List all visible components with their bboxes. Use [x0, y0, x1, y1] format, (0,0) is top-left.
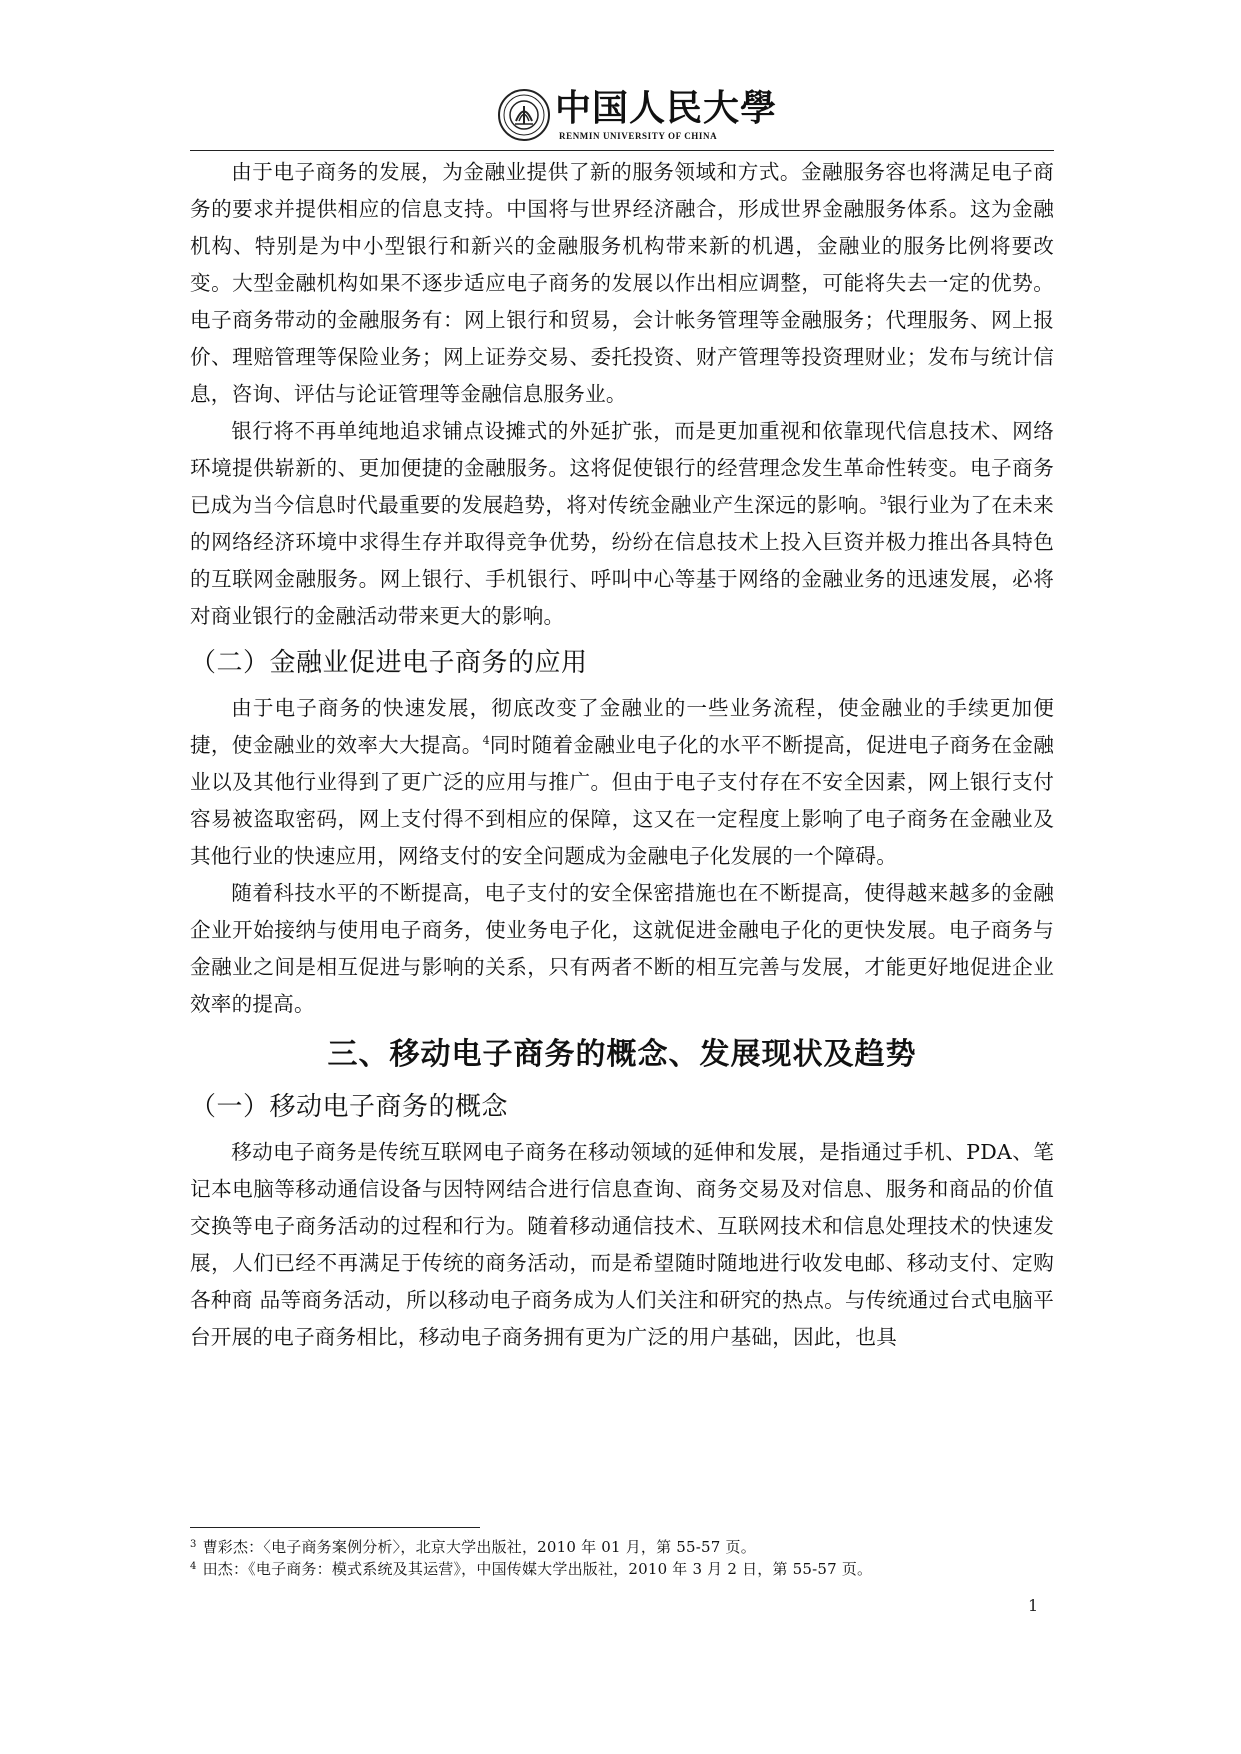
- university-seal-icon: [497, 88, 551, 142]
- footnote-4-number: 4: [190, 1561, 197, 1572]
- footnote-divider: [190, 1527, 480, 1528]
- footnote-3-number: 3: [190, 1539, 197, 1550]
- footnote-4: [190, 1558, 1054, 1580]
- page-number: 1: [1028, 1596, 1039, 1615]
- paragraph-2-part-a: 银行将不再单纯地追求铺点设摊式的外延扩张，而是更加重视和依靠现代信息技术、网络环境提供崭新的、更加便捷的金融服务。这将促使银行的经营理念发生革命性转变。电子商务已成为当今信息时代最重要的发展趋势，将对传统金融业产生深远的影响。: [190, 419, 1054, 517]
- paragraph-3-part-a: 由于电子商务的快速发展，彻底改变了金融业的一些业务流程，使金融业的手续更加便捷，使金融业的效率大大提高。: [190, 696, 1054, 757]
- chapter-heading-mobile-ecommerce: 三、移动电子商务的概念、发展现状及趋势: [327, 1037, 917, 1072]
- header-divider: [190, 150, 1054, 151]
- paragraph-3: [190, 690, 1054, 875]
- paragraph-4: 随着科技水平的不断提高，电子支付的安全保密措施也在不断提高，使得越来越多的金融企业开始接纳与使用电子商务，使业务电子化，这就促进金融电子化的更快发展。电子商务与金融业之间是相互促进与影响的关系，只有两者不断的相互完善与发展，才能更好地促进企业效率的提高。: [190, 881, 1054, 1016]
- paragraph-2: [190, 413, 1054, 635]
- footnote-ref-3: 3: [879, 494, 887, 507]
- main-content: [190, 154, 1054, 1356]
- footnotes: [190, 1536, 1054, 1580]
- footnote-3: [190, 1536, 1054, 1558]
- footnote-4-text: 田杰：《电子商务：模式系统及其运营》，中国传媒大学出版社，2010 年 3 月 2 日，第 55-57 页。: [202, 1560, 873, 1578]
- university-logo: [497, 87, 778, 144]
- page-header: [190, 82, 1054, 152]
- university-name-cn: 中国人民大學: [555, 87, 778, 129]
- paragraph-5: 移动电子商务是传统互联网电子商务在移动领域的延伸和发展，是指通过手机、PDA、笔记本电脑等移动通信设备与因特网结合进行信息查询、商务交易及对信息、服务和商品的价值交换等电子商务活动的过程和行为。随着移动通信技术、互联网技术和信息处理技术的快速发展，人们已经不再满足于传统的商务活动，而是希望随时随地进行收发电邮、移动支付、定购各种商 品等商务活动，所以移动电子商务成为人们关注和研究的热点。与传统通过台式电脑平台开展的电子商务相比，移动电子商务拥有更为广泛的用户基础，因此，也具: [190, 1140, 1054, 1349]
- section-heading-mobile-ecommerce-concept: （一）移动电子商务的概念: [190, 1092, 509, 1122]
- paragraph-3-part-b: 同时随着金融业电子化的水平不断提高，促进电子商务在金融业以及其他行业得到了更广泛的应用与推广。但由于电子支付存在不安全因素，网上银行支付容易被盗取密码，网上支付得不到相应的保障，这又在一定程度上影响了电子商务在金融业及其他行业的快速应用，网络支付的安全问题成为金融电子化发展的一个障碍。: [190, 733, 1054, 868]
- university-name-en: RENMIN UNIVERSITY OF CHINA: [559, 131, 718, 141]
- paragraph-1: 由于电子商务的发展，为金融业提供了新的服务领域和方式。金融服务容也将满足电子商务的要求并提供相应的信息支持。中国将与世界经济融合，形成世界金融服务体系。这为金融机构、特别是为中小型银行和新兴的金融服务机构带来新的机遇，金融业的服务比例将要改变。大型金融机构如果不逐步适应电子商务的发展以作出相应调整，可能将失去一定的优势。电子商务带动的金融服务有：网上银行和贸易，会计帐务管理等金融服务；代理服务、网上报价、理赔管理等保险业务；网上证券交易、委托投资、财产管理等投资理财业；发布与统计信息，咨询、评估与论证管理等金融信息服务业。: [190, 160, 1054, 406]
- paragraph-2-part-b: 银行业为了在未来的网络经济环境中求得生存并取得竞争优势，纷纷在信息技术上投入巨资并极力推出各具特色的互联网金融服务。网上银行、手机银行、呼叫中心等基于网络的金融业务的迅速发展，必将对商业银行的金融活动带来更大的影响。: [190, 493, 1054, 628]
- section-heading-finance-promotes-ecommerce: （二）金融业促进电子商务的应用: [190, 648, 588, 678]
- footnote-ref-4: 4: [482, 734, 490, 747]
- footnote-3-text: 曹彩杰：〈电子商务案例分析〉，北京大学出版社，2010 年 01 月，第 55-57 页。: [202, 1538, 756, 1556]
